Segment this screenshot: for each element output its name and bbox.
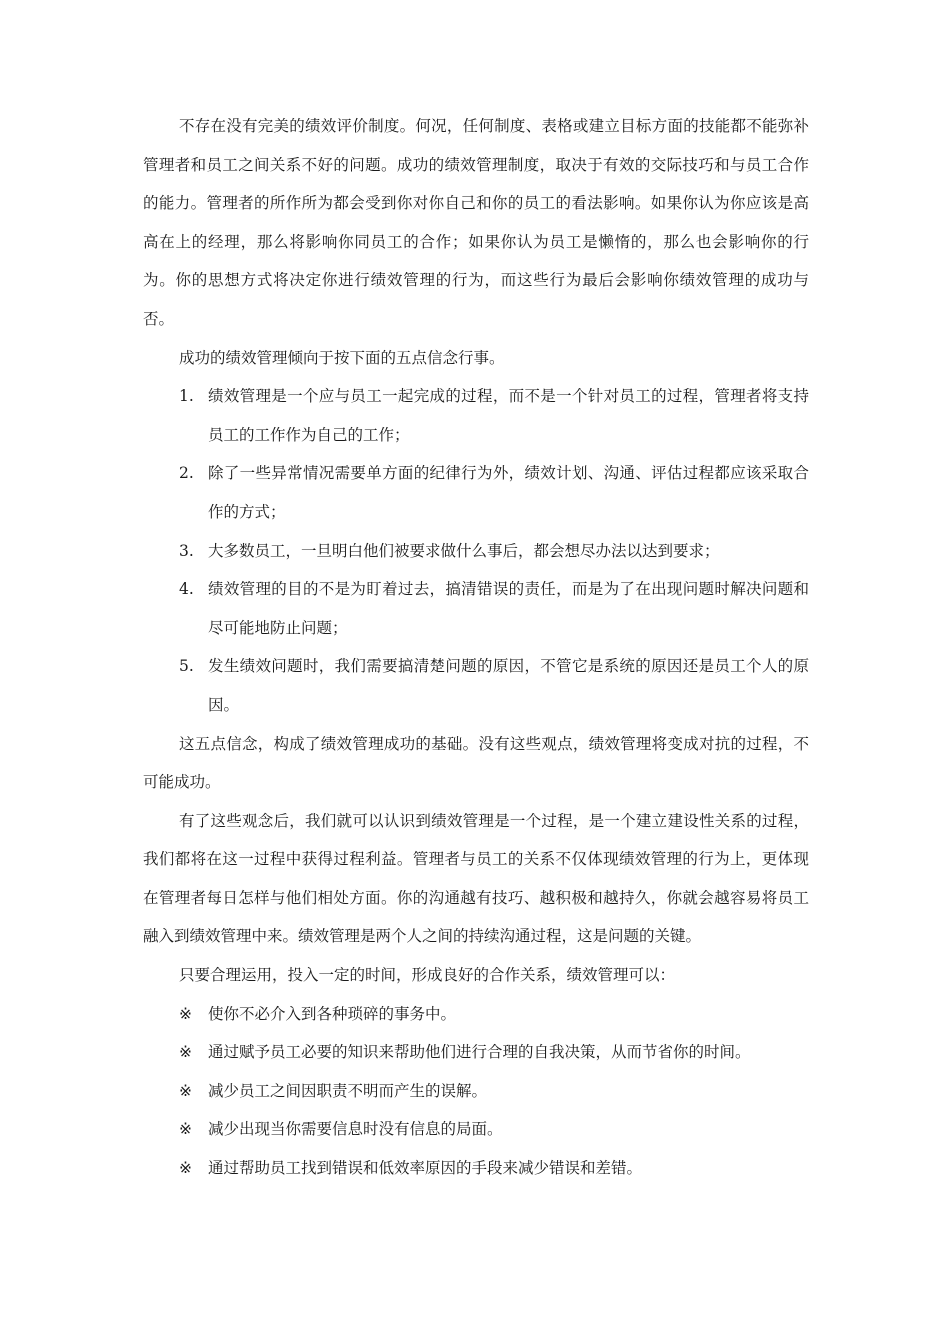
paragraph-benefits-lead: 只要合理运用，投入一定的时间，形成良好的合作关系，绩效管理可以：: [179, 966, 676, 985]
list-item: [143, 570, 809, 647]
paragraph-foundation: 这五点信念，构成了绩效管理成功的基础。没有这些观点，绩效管理将变成对抗的过程，不可能成功。: [143, 734, 809, 792]
list-item-text: 减少员工之间因职责不明而产生的误解。: [208, 1081, 488, 1100]
list-item: [143, 995, 809, 1034]
list-item-text: 减少出现当你需要信息时没有信息的局面。: [208, 1120, 503, 1139]
list-number: 1.: [179, 387, 194, 406]
list-item: [143, 377, 809, 454]
list-item: [143, 1149, 809, 1188]
list-item: [143, 1033, 809, 1072]
reference-mark-icon: ※: [179, 1159, 192, 1178]
list-number: 5.: [179, 657, 194, 676]
list-item: [143, 1110, 809, 1149]
numbered-beliefs-list: [143, 377, 809, 724]
paragraph-intro: 不存在没有完美的绩效评价制度。何况，任何制度、表格或建立目标方面的技能都不能弥补管理者和员工之间关系不好的问题。成功的绩效管理制度，取决于有效的交际技巧和与员工合作的能力。管理者的所作所为都会受到你对你自己和你的员工的看法影响。如果你认为你应该是高高在上的经理，那么将影响你同员工的合作；如果你认为员工是懒惰的，那么也会影响你的行为。你的思想方式将决定你进行绩效管理的行为，而这些行为最后会影响你绩效管理的成功与否。: [143, 117, 809, 328]
reference-mark-icon: ※: [179, 1120, 192, 1139]
list-item: [143, 1072, 809, 1111]
list-item-text: 使你不必介入到各种琐碎的事务中。: [208, 1004, 457, 1023]
list-item-text: 通过赋予员工必要的知识来帮助他们进行合理的自我决策，从而节省你的时间。: [208, 1043, 751, 1062]
list-item-text: 大多数员工，一旦明白他们被要求做什么事后，都会想尽办法以达到要求；: [208, 541, 720, 560]
list-number: 3.: [179, 541, 194, 560]
paragraph-process: 有了这些观念后，我们就可以认识到绩效管理是一个过程，是一个建立建设性关系的过程，我们都将在这一过程中获得过程利益。管理者与员工的关系不仅体现绩效管理的行为上，更体现在管理者每日怎样与他们相处方面。你的沟通越有技巧、越积极和越持久，你就会越容易将员工融入到绩效管理中来。绩效管理是两个人之间的持续沟通过程，这是问题的关键。: [143, 811, 809, 946]
document-body: [143, 107, 809, 1188]
list-item-text: 除了一些异常情况需要单方面的纪律行为外，绩效计划、沟通、评估过程都应该采取合作的方式；: [208, 464, 809, 521]
list-number: 4.: [179, 580, 194, 599]
list-item: [143, 532, 809, 571]
list-item-text: 通过帮助员工找到错误和低效率原因的手段来减少错误和差错。: [208, 1159, 643, 1178]
list-item-text: 发生绩效问题时，我们需要搞清楚问题的原因，不管它是系统的原因还是员工个人的原因。: [208, 657, 809, 714]
reference-mark-icon: ※: [179, 1043, 192, 1062]
list-item: [143, 647, 809, 724]
list-item: [143, 454, 809, 531]
benefits-bullet-list: [143, 995, 809, 1188]
paragraph-five-beliefs-lead: 成功的绩效管理倾向于按下面的五点信念行事。: [179, 348, 505, 367]
reference-mark-icon: ※: [179, 1081, 192, 1100]
reference-mark-icon: ※: [179, 1004, 192, 1023]
list-item-text: 绩效管理的目的不是为盯着过去，搞清错误的责任，而是为了在出现问题时解决问题和尽可能地防止问题；: [208, 580, 809, 637]
list-item-text: 绩效管理是一个应与员工一起完成的过程，而不是一个针对员工的过程，管理者将支持员工的工作作为自己的工作；: [208, 387, 809, 444]
list-number: 2.: [179, 464, 194, 483]
